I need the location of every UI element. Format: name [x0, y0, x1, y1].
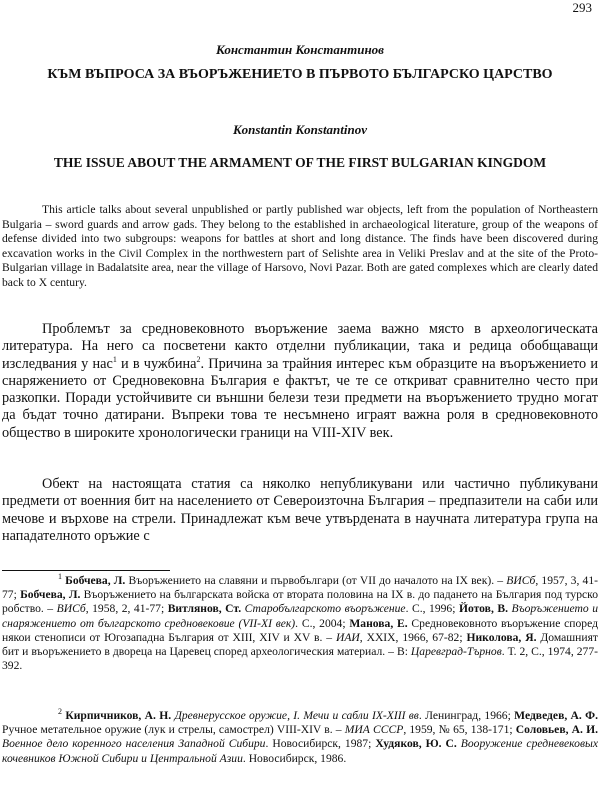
author-name-english: Konstantin Konstantinov — [232, 122, 368, 137]
citation-author: Кирпичников, А. Н. — [65, 709, 172, 722]
article-title-bulgarian: КЪМ ВЪПРОСА ЗА ВЪОРЪЖЕНИЕТО В ПЪРВОТО БЪЛГАРСКО ЦАРСТВО — [47, 67, 553, 82]
citation-author: Йотов, В. — [458, 602, 508, 616]
citation-author: Бобчева, Л. — [65, 574, 126, 587]
citation-text: Въоръжението на българската войска от втората половина на IX в. до падането на България под турско робство. – — [2, 588, 598, 616]
body-paragraph-1 — [2, 321, 598, 442]
page-number: 293 — [572, 0, 592, 15]
citation-text: Средновековното въоръжение според някои стенописи от Югозападна България от XIII, XIV и XV в. – — [2, 616, 598, 644]
footnote-2 — [2, 709, 598, 766]
paragraph-text: Проблемът за средновековното въоръжение заема важно място в археологическата литература. На него са посветени както отделни публикации, така и редица обобщаващи изследвания у нас — [2, 321, 598, 372]
citation-title: Въоръжението и снаряжението от българското средновековие (VII-XI век) — [2, 602, 598, 630]
citation-text: , 1959, № 65, 138-171; — [403, 723, 516, 737]
citation-text: . Новосибирск, 1986. — [242, 751, 347, 765]
paragraph-text: . Причина за трайния интерес към образците на въоръжението и снаряжението от Средновековна България е фактът, че те се откриват сравнително често при разкопки. Поради устойчивите си външни белези тези предмети на въоръжението трудно могат да бъдат точно датирани. Въпреки това те несъмнено играят важна роля в средновековното общество в широките хронологически граници на VIII-XIV век. — [2, 355, 599, 441]
footnote-ref: 1 — [112, 354, 117, 364]
citation-author: Соловьев, А. И. — [515, 723, 598, 737]
citation-title: Военное дело коренного населения Западной Сибири — [2, 737, 266, 751]
article-title-english: THE ISSUE ABOUT THE ARMAMENT OF THE FIRST BULGARIAN KINGDOM — [53, 155, 547, 170]
citation-text: Домашният бит и въоръжението в двореца на Царевец според археологическия материал. – В: — [2, 630, 598, 659]
footnote-divider — [2, 570, 170, 571]
footnote-mark: 1 — [58, 572, 62, 582]
citation-text: . Ленинград, 1966; — [418, 709, 515, 722]
citation-text: . С., 2004; — [295, 616, 350, 630]
citation-title: Старобългарското въоръжение — [241, 602, 406, 616]
citation-text: . Новосибирск, 1987; — [265, 737, 376, 751]
citation-text: . С., 1996; — [405, 602, 459, 616]
citation-journal: ИАИ — [335, 630, 360, 644]
citation-text: , 1957, 3, 41-77; — [2, 574, 598, 602]
citation-text: . Т. 2, С., 1974, 277-392. — [2, 645, 598, 673]
citation-author: Худяков, Ю. С. — [375, 737, 457, 751]
paragraph-text: и в чужбина — [116, 355, 197, 372]
body-paragraph-2: Обект на настоящата статия са няколко непубликувани или частично публикувани предмети от военния бит на населението от Североизточна България – предпазители на саби или мечове и върхове на стрели. Принадлежат към вече утвърдената в научната литература група на нападателното оръжие с — [2, 476, 598, 544]
citation-author: Витлянов, Ст. — [167, 602, 242, 616]
citation-author: Бобчева, Л. — [20, 588, 81, 602]
citation-journal: ВИСб — [56, 602, 86, 616]
abstract: This article talks about several unpublished or partly published war objects, left from the population of Northeastern Bulgaria – sword guards and arrow gads. They belong to the established in archaeological literature, group of the weapons of defense divided into two subgroups: weapons for battles at short and long distance. The finds have been discovered during excavation works in the Civil Complex in the northwestern part of Selishte area in Veliki Preslav and at the site of the Proto-Bulgarian village in Badalatsite area, near the village of Harsovo, Novi Pazar. Both are gated complexes which are clearly dated back to X century. — [2, 203, 598, 289]
citation-author: Медведев, А. Ф. — [514, 709, 598, 722]
citation-journal: ВИСб — [506, 574, 536, 587]
citation-text: , XXIX, 1966, 67-82; — [359, 630, 467, 644]
footnote-ref: 2 — [196, 354, 201, 364]
citation-author: Манова, Е. — [349, 616, 408, 630]
citation-text: Въоръжението на славяни и първобългари (от VII до началото на IX век). – — [125, 574, 507, 587]
citation-journal: МИА СССР — [344, 723, 404, 737]
citation-title: Вооружение средневековых кочевников Южной Сибири и Центральной Азии — [2, 737, 598, 765]
author-name-bulgarian: Константин Константинов — [216, 42, 384, 57]
footnote-mark: 2 — [58, 707, 62, 717]
footnote-1 — [2, 574, 598, 673]
citation-text: , 1958, 2, 41-77; — [85, 602, 168, 616]
citation-journal: Царевград-Търнов — [410, 645, 502, 659]
citation-text: Ручное метательное оружие (лук и стрелы, самострел) VIII-XIV в. – — [2, 723, 345, 737]
citation-title: Древнерусское оружие, I. Мечи и сабли IX-XIII вв — [171, 709, 419, 722]
citation-author: Николова, Я. — [466, 630, 537, 644]
